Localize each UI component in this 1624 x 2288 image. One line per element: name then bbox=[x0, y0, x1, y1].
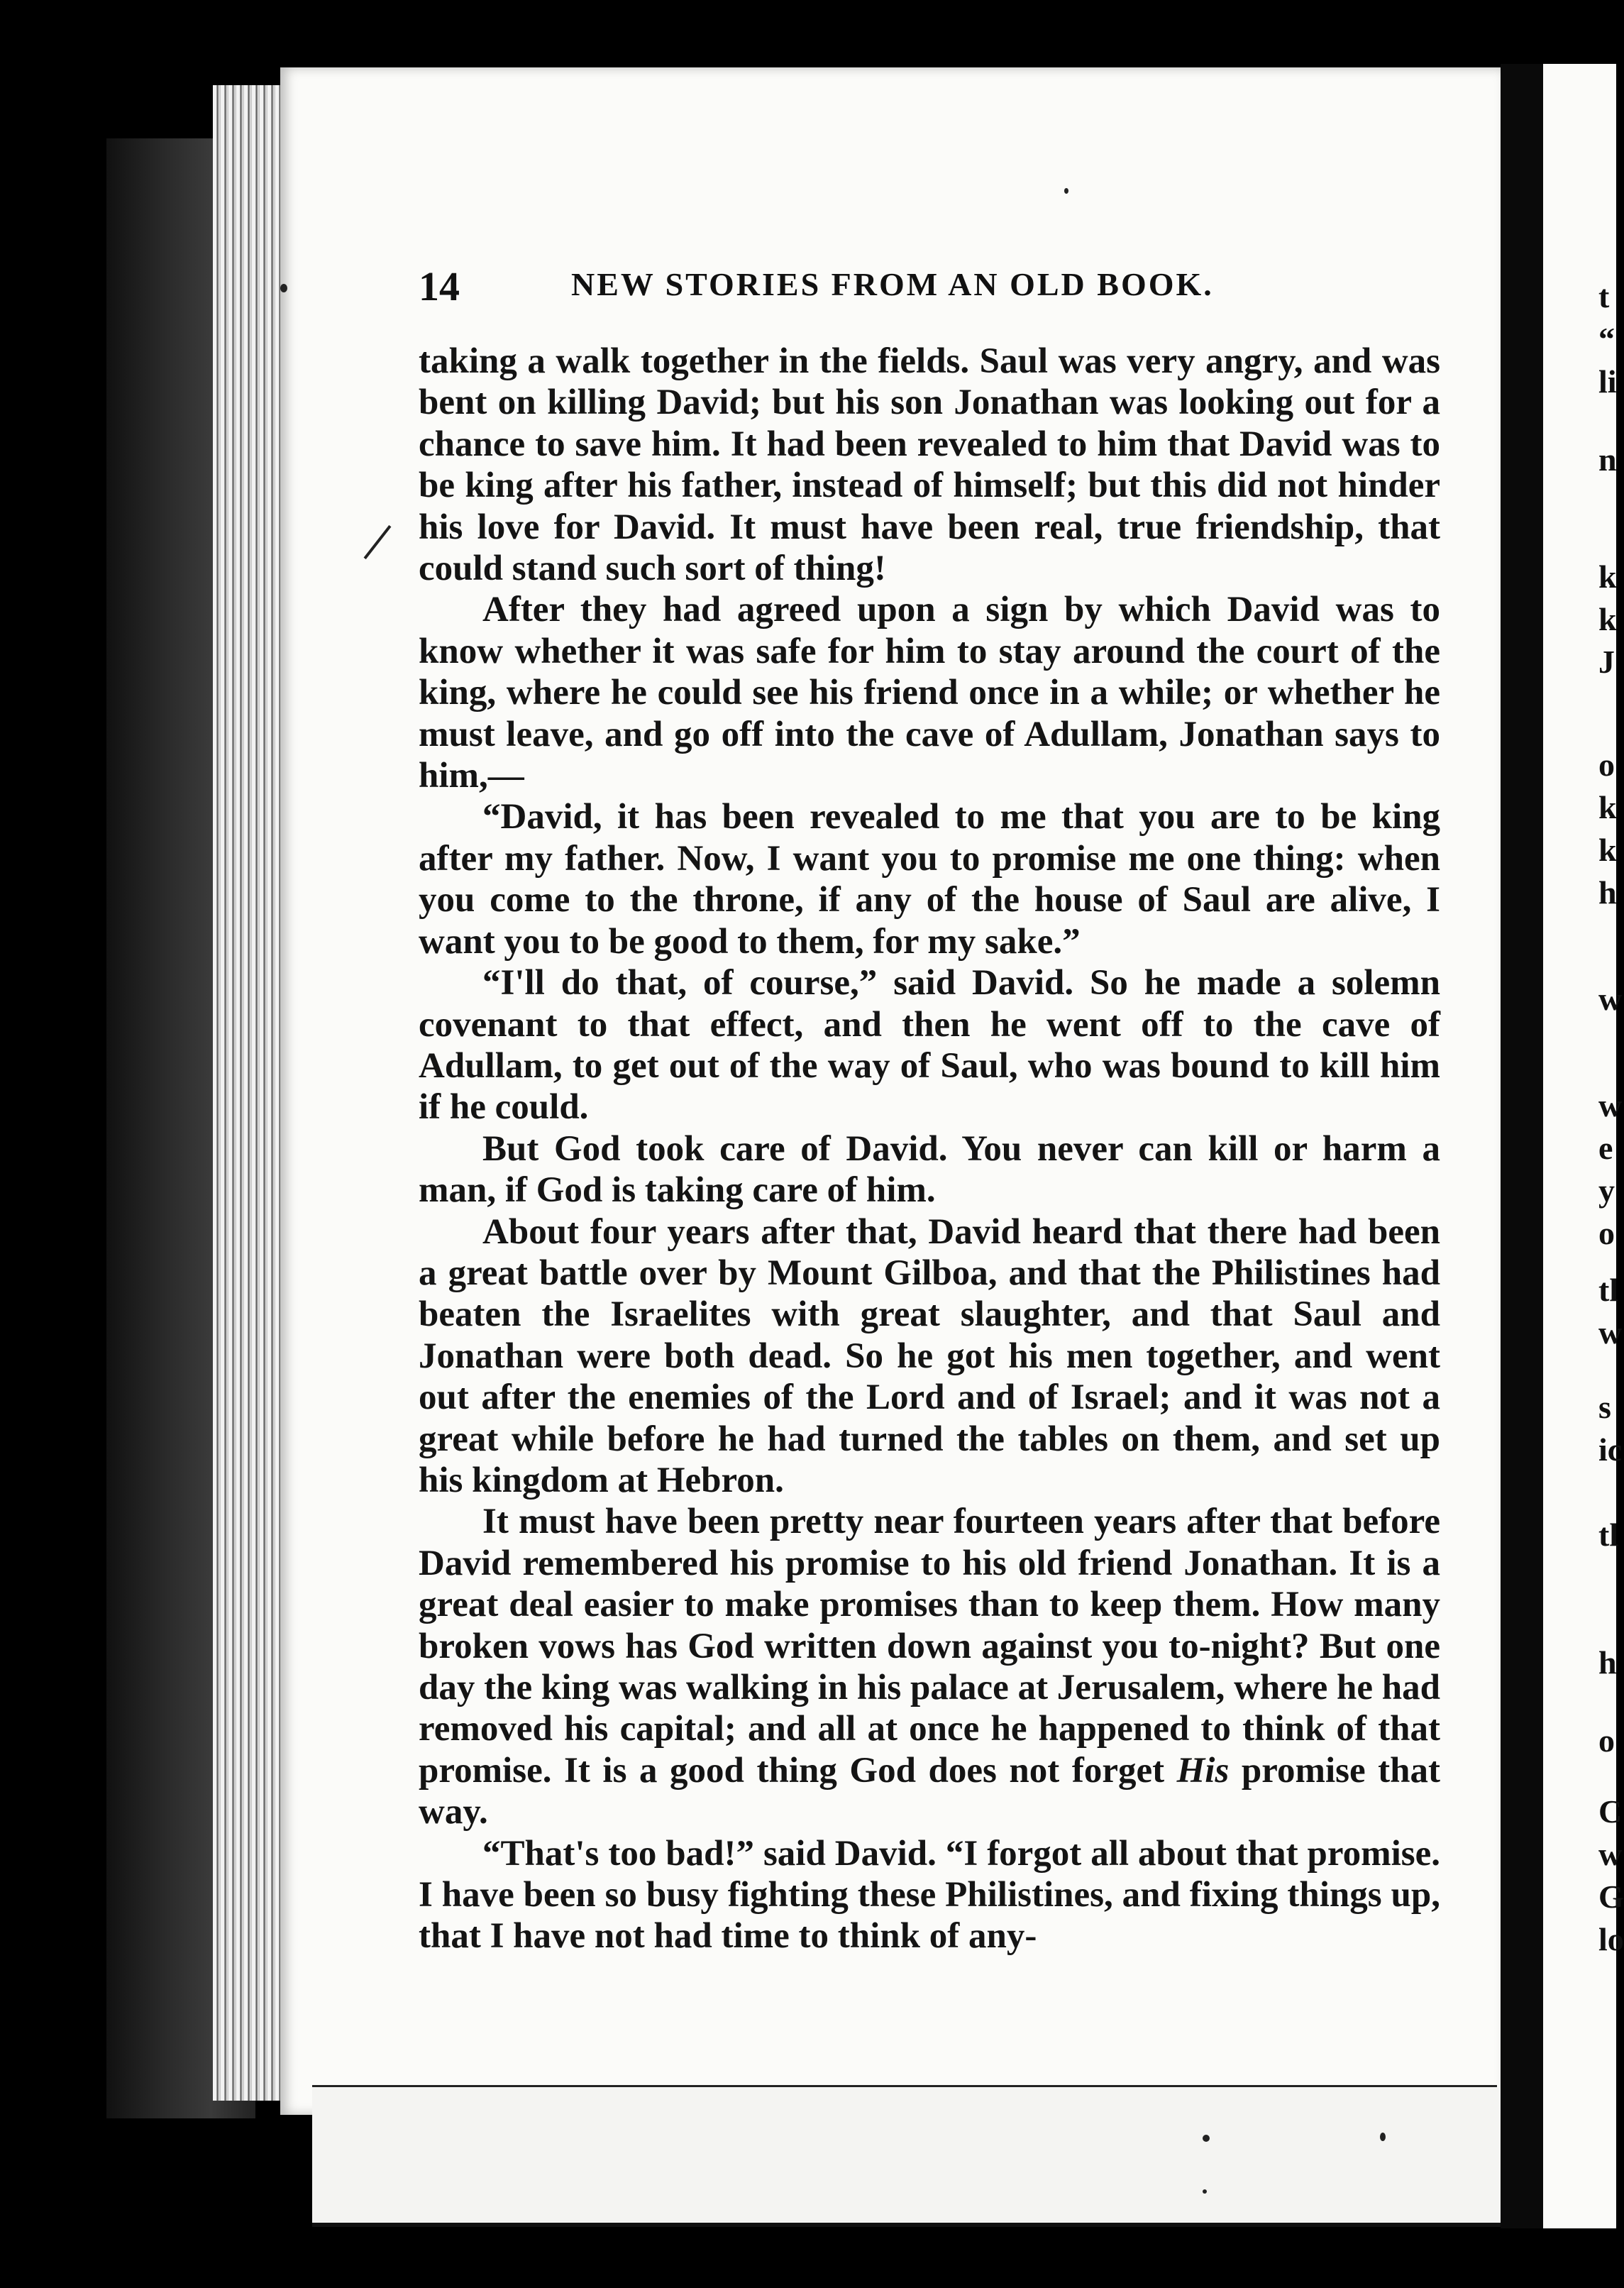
facing-page-fragment: k bbox=[1598, 559, 1617, 595]
page-bottom-rule bbox=[312, 2085, 1497, 2087]
facing-page-fragment: ic bbox=[1598, 1431, 1623, 1468]
facing-page-fragment: li bbox=[1598, 363, 1617, 400]
scan-speck bbox=[1203, 2189, 1207, 2194]
scan-speck bbox=[1380, 2133, 1386, 2141]
facing-page-fragment: h bbox=[1598, 1644, 1617, 1681]
facing-page-fragment: w bbox=[1598, 981, 1623, 1017]
facing-page-fragment: J bbox=[1598, 644, 1615, 680]
page-number: 14 bbox=[419, 263, 460, 309]
facing-page-fragment: tl bbox=[1598, 1517, 1619, 1553]
facing-page-fragment: w bbox=[1598, 1836, 1623, 1872]
scan-speck bbox=[280, 284, 287, 292]
facing-page-fragment: y bbox=[1598, 1172, 1615, 1209]
facing-page-fragment: s bbox=[1598, 1389, 1611, 1425]
paragraph-text: It must have been pretty near fourteen years after that before David remembered his promise to his old friend Jonathan. It is a great deal easier to make promises than to keep them. How many broken vows has God written down against you to-night? But one day the king was walking in his palace at Jerusalem, where he had removed his capital; and all at once he happened to think of that promise. It is a good thing God does not forget bbox=[419, 1502, 1440, 1791]
running-head: NEW STORIES FROM AN OLD BOOK. bbox=[571, 266, 1214, 302]
facing-page-fragment: “ bbox=[1598, 321, 1615, 357]
facing-page-fragment: h bbox=[1598, 874, 1617, 911]
facing-page-fragment: lo bbox=[1598, 1921, 1624, 1957]
book-gutter bbox=[1501, 64, 1543, 2228]
scan-speck bbox=[1064, 188, 1068, 194]
facing-page-fragment: k bbox=[1598, 832, 1617, 868]
facing-page-fragment: o bbox=[1598, 1215, 1615, 1251]
paragraph: About four years after that, David heard that there had been a great battle over by Mount Gilboa, and that the Philistines had beaten the Israelites with great slaughter, and that Saul and Jonathan were both dead. So he got his men together, and went out after the enemies of the Lord and of Israel; and it was not a great while before he had turned the tables on them, and set up his kingdom at Hebron. bbox=[419, 1211, 1440, 1500]
paragraph: “I'll do that, of course,” said David. So he made a solemn covenant to that effect, and then he went off to the cave of Adullam, to get out of the way of Saul, who was bound to kill him if he could. bbox=[419, 963, 1440, 1128]
page-bottom-margin bbox=[312, 2088, 1501, 2227]
facing-page-fragment: w bbox=[1598, 1087, 1623, 1123]
facing-page-fragment: k bbox=[1598, 789, 1617, 825]
paragraph: taking a walk together in the fields. Saul was very angry, and was bent on killing David; but his son Jonathan was looking out for a chance to save him. It had been revealed to him that David was to be king after his father, instead of himself; but this did not hinder his love for David. It must have been real, true friendship, that could stand such sort of thing! bbox=[419, 341, 1440, 589]
facing-page-fragment: G bbox=[1598, 1879, 1624, 1915]
page-edges bbox=[213, 85, 291, 2101]
facing-page-fragment: e bbox=[1598, 1130, 1613, 1166]
facing-page-fragment: tl bbox=[1598, 1272, 1619, 1308]
facing-page-fragment: k bbox=[1598, 601, 1617, 637]
paragraph: “That's too bad!” said David. “I forgot all about that promise. I have been so busy fighting these Philistines, and fixing things up, that I have not had time to think of any- bbox=[419, 1833, 1440, 1957]
paragraph bbox=[419, 1501, 1440, 1832]
paragraph: “David, it has been revealed to me that you are to be king after my father. Now, I want you to promise me one thing: when you come to the throne, if any of the house of Saul are alive, I want you to be good to them, for my sake.” bbox=[419, 797, 1440, 962]
italic-word: His bbox=[1176, 1750, 1230, 1791]
paragraph-text: promise that way. bbox=[419, 1750, 1440, 1832]
facing-page-fragment: o bbox=[1598, 747, 1615, 783]
page-header bbox=[419, 263, 1440, 312]
facing-page-fragment: o bbox=[1598, 1722, 1615, 1759]
scan-speck bbox=[1203, 2135, 1210, 2142]
facing-page-fragment: C bbox=[1598, 1793, 1623, 1830]
facing-page-edge bbox=[1543, 64, 1624, 2228]
paragraph: But God took care of David. You never can kill or harm a man, if God is taking care of him. bbox=[419, 1128, 1440, 1211]
facing-page-fragment: w bbox=[1598, 1314, 1623, 1351]
facing-page-fragment: n bbox=[1598, 441, 1617, 478]
body-text bbox=[419, 341, 1440, 1957]
paragraph: After they had agreed upon a sign by which David was to know whether it was safe for him to stay around the court of the king, where he could see his friend once in a while; or whether he must leave, and go off into the cave of Adullam, Jonathan says to him,— bbox=[419, 590, 1440, 796]
facing-page-fragment: t bbox=[1598, 278, 1610, 314]
